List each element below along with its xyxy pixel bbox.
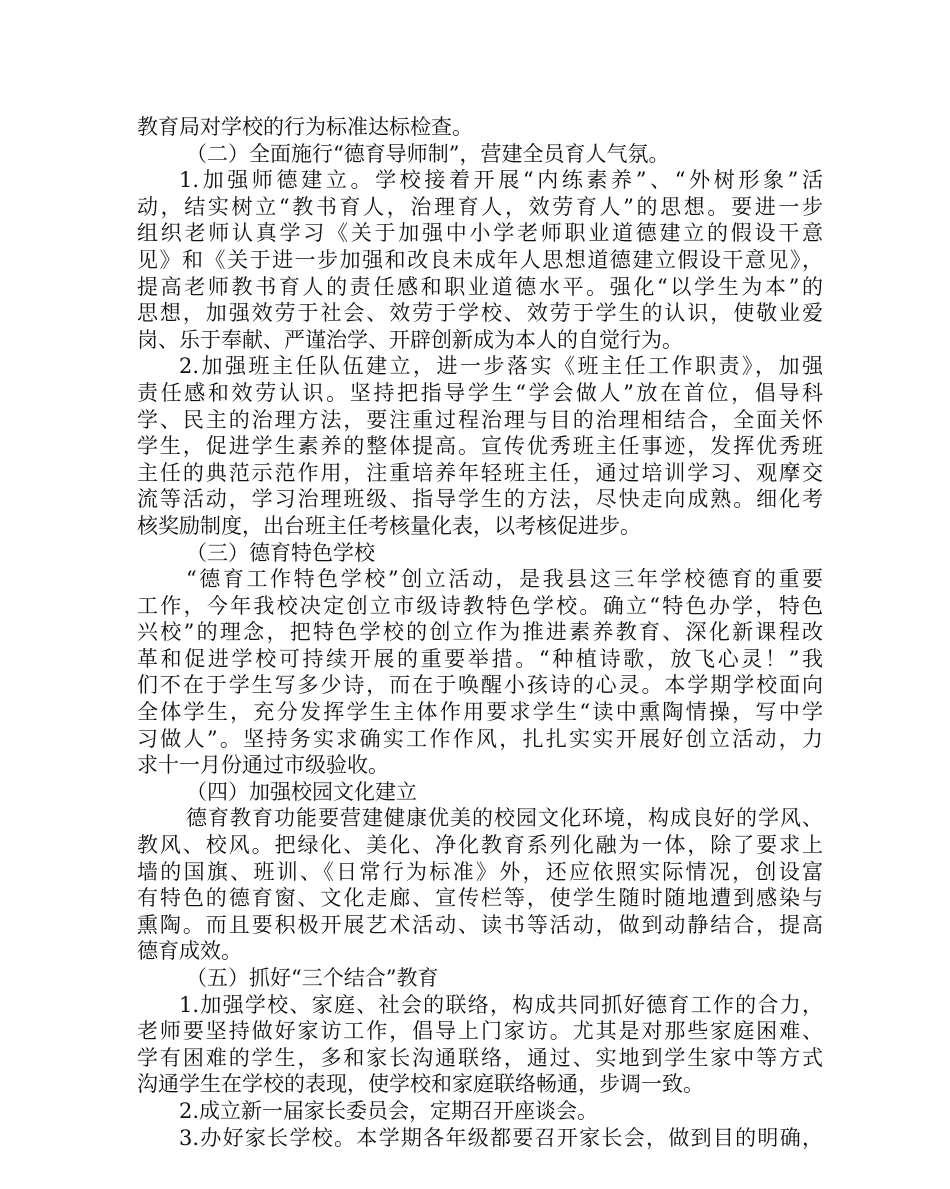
text-line: 工作，今年我校决定创立市级诗教特色学校。确立“特色办学，特色 — [137, 593, 823, 618]
text-line: 岗、乐于奉献、严谨治学、开辟创新成为本人的自觉行为。 — [137, 327, 683, 352]
text-line: （四）加强校园文化建立 — [186, 779, 417, 804]
text-line: 兴校”的理念，把特色学校的创立作为推进素养教育、深化新课程改 — [137, 620, 823, 645]
text-line: 德育成效。 — [137, 939, 242, 964]
text-line: 学生，促进学生素养的整体提高。宣传优秀班主任事迹，发挥优秀班 — [137, 434, 823, 459]
text-line: 们不在于学生写多少诗，而在于唤醒小孩诗的心灵。本学期学校面向 — [137, 673, 823, 698]
text-line: 核奖励制度，出台班主任考核量化表，以考核促进步。 — [137, 513, 641, 538]
text-line: 见》和《关于进一步加强和改良未成年人思想道德建立假设干意见》， — [137, 247, 823, 272]
text-line: 德育教育功能要营建健康优美的校园文化环境，构成良好的学风、 — [186, 806, 823, 831]
text-line: 墙的国旗、班训、《日常行为标准》外，还应依照实际情况，创设富 — [137, 859, 823, 884]
text-line: 1.加强学校、家庭、社会的联络，构成共同抓好德育工作的合力， — [179, 992, 823, 1017]
text-line: 沟通学生在学校的表现，使学校和家庭联络畅通，步调一致。 — [137, 1072, 704, 1097]
text-line: 流等活动，学习治理班级、指导学生的方法，尽快走向成熟。细化考 — [137, 487, 823, 512]
text-line: 求十一月份通过市级验收。 — [137, 753, 389, 778]
text-line: 责任感和效劳认识。坚持把指导学生“学会做人”放在首位，倡导科 — [137, 380, 823, 405]
text-line: 主任的典范示范作用，注重培养年轻班主任，通过培训学习、观摩交 — [137, 460, 823, 485]
text-line: 教风、校风。把绿化、美化、净化教育系列化融为一体，除了要求上 — [137, 833, 823, 858]
text-line: 有特色的德育窗、文化走廊、宣传栏等，使学生随时随地遭到感染与 — [137, 886, 823, 911]
text-line: 组织老师认真学习《关于加强中小学老师职业道德建立的假设干意 — [137, 221, 823, 246]
text-line: 学、民主的治理方法，要注重过程治理与目的治理相结合，全面关怀 — [137, 407, 823, 432]
text-line: 2.加强班主任队伍建立，进一步落实《班主任工作职责》，加强 — [179, 354, 823, 379]
text-line: （三）德育特色学校 — [186, 540, 375, 565]
text-line: 2.成立新一届家长委员会，定期召开座谈会。 — [179, 1098, 599, 1123]
text-line: 学有困难的学生，多和家长沟通联络，通过、实地到学生家中等方式 — [137, 1045, 823, 1070]
text-line: 习做人”。坚持务实求确实工作作风，扎扎实实开展好创立活动，力 — [137, 726, 823, 751]
text-line: 思想，加强效劳于社会、效劳于学校、效劳于学生的认识，使敬业爱 — [137, 301, 823, 326]
text-line: （五）抓好“三个结合”教育 — [186, 966, 439, 990]
text-line: 教育局对学校的行为标准达标检查。 — [137, 115, 473, 139]
text-line: “德育工作特色学校”创立活动，是我县这三年学校德育的重要 — [186, 567, 823, 592]
text-line: 老师要坚持做好家访工作，倡导上门家访。尤其是对那些家庭困难、 — [137, 1019, 823, 1044]
text-line: 革和促进学校可持续开展的重要举措。“种植诗歌，放飞心灵！”我 — [137, 646, 823, 671]
text-line: 全体学生，充分发挥学生主体作用要求学生“读中熏陶情操，写中学 — [137, 700, 823, 725]
text-line: 动，结实树立“教书育人，治理育人，效劳育人”的思想。要进一步 — [137, 194, 823, 219]
text-line: 熏陶。而且要积极开展艺术活动、读书等活动，做到动静结合，提高 — [137, 912, 823, 937]
document-body — [137, 114, 823, 1151]
text-line: 1.加强师德建立。学校接着开展“内练素养”、“外树形象”活 — [179, 168, 823, 193]
text-line: 提高老师教书育人的责任感和职业道德水平。强化“以学生为本”的 — [137, 274, 823, 299]
text-line: （二）全面施行“德育导师制”，营建全员育人气氛。 — [186, 141, 670, 166]
text-line: 3.办好家长学校。本学期各年级都要召开家长会，做到目的明确， — [179, 1125, 823, 1150]
